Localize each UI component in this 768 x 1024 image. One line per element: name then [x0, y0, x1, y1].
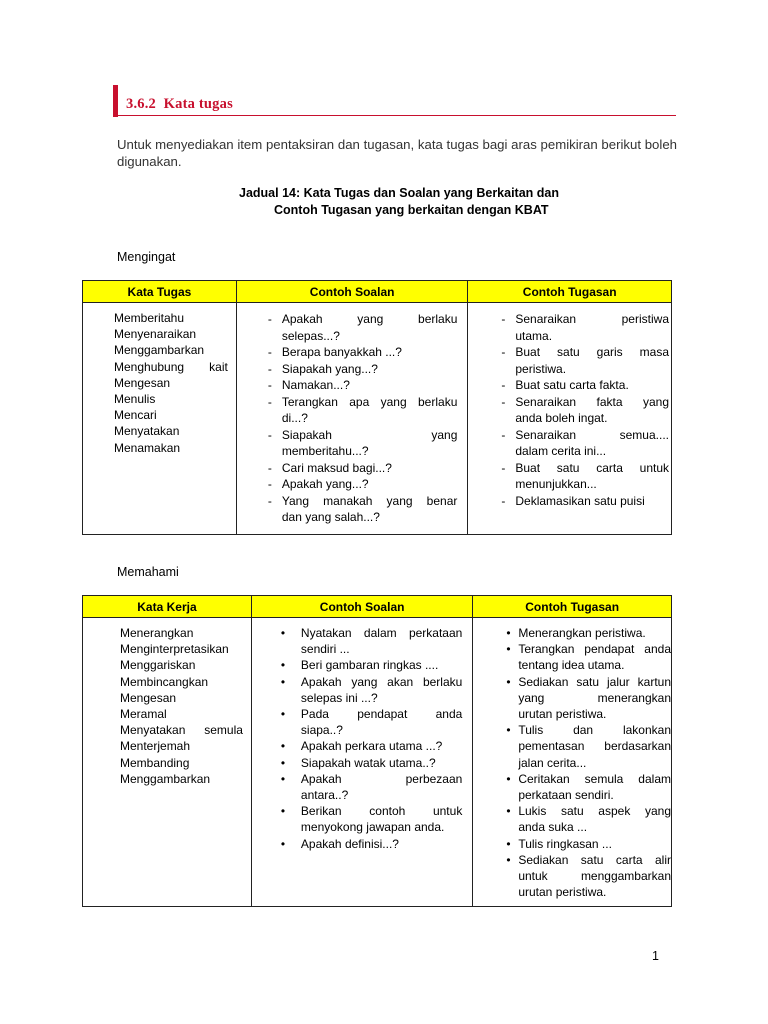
verb-item: Menggambarkan — [114, 343, 205, 358]
task-item: menunjukkan... — [515, 477, 597, 491]
task-item: - Senaraikan semua.... — [501, 427, 669, 444]
verb-item: Mengesan — [120, 690, 177, 705]
question-item: dan yang salah...? — [281, 510, 380, 524]
task-item: perkataan sendiri. — [518, 788, 614, 803]
verb-item: Meramal — [120, 707, 167, 722]
table-body-row — [83, 303, 672, 535]
table-caption-line-1: Jadual 14: Kata Tugas dan Soalan yang Berkaitan dan — [239, 186, 560, 200]
question-item: • Apakah definisi...? — [279, 836, 462, 852]
header-contoh-soalan: Contoh Soalan — [251, 596, 472, 618]
question-item: - Apakah yang berlaku — [268, 311, 458, 328]
task-item: - Buat satu carta untuk — [501, 460, 669, 477]
question-item: • Apakah perkara utama ...? — [279, 738, 462, 754]
task-item: urutan peristiwa. — [518, 885, 607, 900]
task-list — [504, 625, 671, 900]
question-item: selepas ini ...? — [300, 690, 378, 705]
verb-item: Menulis — [114, 392, 156, 407]
task-list — [501, 311, 669, 509]
question-item: menyokong jawapan anda. — [300, 820, 445, 835]
verb-item: Menterjemah — [120, 739, 191, 754]
task-item: • Ceritakan semula dalam — [504, 771, 671, 787]
table-caption-line-2: Contoh Tugasan yang berkaitan dengan KBAT — [274, 203, 549, 217]
task-item: • Sediakan satu carta alir — [504, 852, 671, 868]
question-item: - Terangkan apa yang berlaku — [268, 394, 458, 411]
verb-item: Menyenaraikan — [114, 327, 197, 342]
heading-accent-bar — [113, 85, 118, 117]
question-item: - Berapa banyakkah ...? — [268, 344, 458, 361]
task-item: • Lukis satu aspek yang — [504, 803, 671, 819]
task-item: • Menerangkan peristiwa. — [504, 625, 671, 641]
task-item: utama. — [515, 328, 553, 343]
header-contoh-soalan: Contoh Soalan — [236, 281, 468, 303]
header-kata-tugas: Kata Tugas — [83, 281, 237, 303]
verb-list — [120, 625, 243, 787]
task-item: • Terangkan pendapat anda — [504, 641, 671, 657]
verb-item: Menginterpretasikan — [120, 642, 229, 657]
task-item: tentang idea utama. — [518, 658, 625, 673]
verb-item: Menggambarkan — [120, 771, 211, 786]
verb-item: Menyatakan — [114, 424, 180, 439]
page-number: 1 — [652, 949, 659, 963]
question-list — [279, 625, 462, 852]
table-mengingat — [82, 280, 672, 535]
table-memahami — [82, 595, 672, 907]
table-header-row — [83, 596, 672, 618]
task-item: anda boleh ingat. — [515, 411, 608, 425]
task-item: - Senaraikan fakta yang — [501, 394, 669, 411]
task-item: • Tulis ringkasan ... — [504, 836, 671, 852]
question-item: • Beri gambaran ringkas .... — [279, 657, 462, 673]
task-item: dalam cerita ini... — [515, 444, 607, 458]
question-item: • Apakah yang akan berlaku — [279, 674, 462, 690]
section-number: 3.6.2 — [126, 96, 156, 112]
question-item: • Siapakah watak utama..? — [279, 755, 462, 771]
task-item: urutan peristiwa. — [518, 707, 607, 722]
task-item: - Senaraikan peristiwa — [501, 311, 669, 328]
verb-item: Membincangkan — [120, 674, 209, 689]
section-label-mengingat: Mengingat — [117, 250, 176, 264]
question-item: memberitahu...? — [281, 444, 369, 458]
verb-item: Memberitahu — [114, 311, 185, 325]
section-label-memahami: Memahami — [117, 565, 179, 579]
section-heading — [126, 96, 233, 113]
task-item: pementasan berdasarkan — [518, 739, 671, 754]
header-contoh-tugasan: Contoh Tugasan — [468, 281, 672, 303]
section-title: Kata tugas — [163, 96, 233, 112]
task-item: untuk menggambarkan — [518, 869, 671, 884]
header-kata-kerja: Kata Kerja — [83, 596, 252, 618]
question-item: - Siapakah yang — [268, 427, 458, 444]
question-item: antara..? — [300, 788, 349, 803]
heading-rule — [118, 115, 676, 116]
task-item: • Tulis dan lakonkan — [504, 722, 671, 738]
verb-item: Menghubung kait — [114, 359, 228, 374]
verb-item: Menerangkan — [120, 626, 194, 640]
table-header-row — [83, 281, 672, 303]
question-list — [268, 311, 458, 526]
task-item: - Deklamasikan satu puisi — [501, 493, 669, 510]
question-item: • Apakah perbezaan — [279, 771, 462, 787]
question-item: di...? — [281, 411, 308, 425]
verb-item: Mengesan — [114, 375, 171, 390]
question-item: selepas...? — [281, 328, 340, 343]
intro-paragraph: Untuk menyediakan item pentaksiran dan tugasan, kata tugas bagi aras pemikiran berikut boleh digunakan. — [117, 137, 677, 169]
table-body-row — [83, 618, 672, 907]
question-item: • Nyatakan dalam perkataan — [279, 625, 462, 641]
question-item: - Cari maksud bagi...? — [268, 460, 458, 477]
task-item: - Buat satu carta fakta. — [501, 377, 669, 394]
question-item: - Yang manakah yang benar — [268, 493, 458, 510]
question-item: • Pada pendapat anda — [279, 706, 462, 722]
verb-item: Membanding — [120, 755, 190, 770]
verb-item: Menyatakan semula — [120, 723, 243, 738]
question-item: - Siapakah yang...? — [268, 361, 458, 378]
task-item: peristiwa. — [515, 361, 567, 376]
verb-item: Mencari — [114, 408, 157, 423]
task-item: jalan cerita... — [518, 755, 587, 770]
task-item: anda suka ... — [518, 820, 588, 835]
task-item: - Buat satu garis masa — [501, 344, 669, 361]
question-item: - Namakan...? — [268, 377, 458, 394]
task-item: • Sediakan satu jalur kartun — [504, 674, 671, 690]
task-item: yang menerangkan — [518, 690, 671, 705]
verb-list — [114, 310, 228, 456]
verb-item: Menamakan — [114, 440, 181, 455]
question-item: • Berikan contoh untuk — [279, 803, 462, 819]
verb-item: Menggariskan — [120, 658, 196, 673]
question-item: - Apakah yang...? — [268, 476, 458, 493]
question-item: sendiri ... — [300, 642, 350, 657]
question-item: siapa..? — [300, 723, 343, 738]
header-contoh-tugasan: Contoh Tugasan — [473, 596, 672, 618]
